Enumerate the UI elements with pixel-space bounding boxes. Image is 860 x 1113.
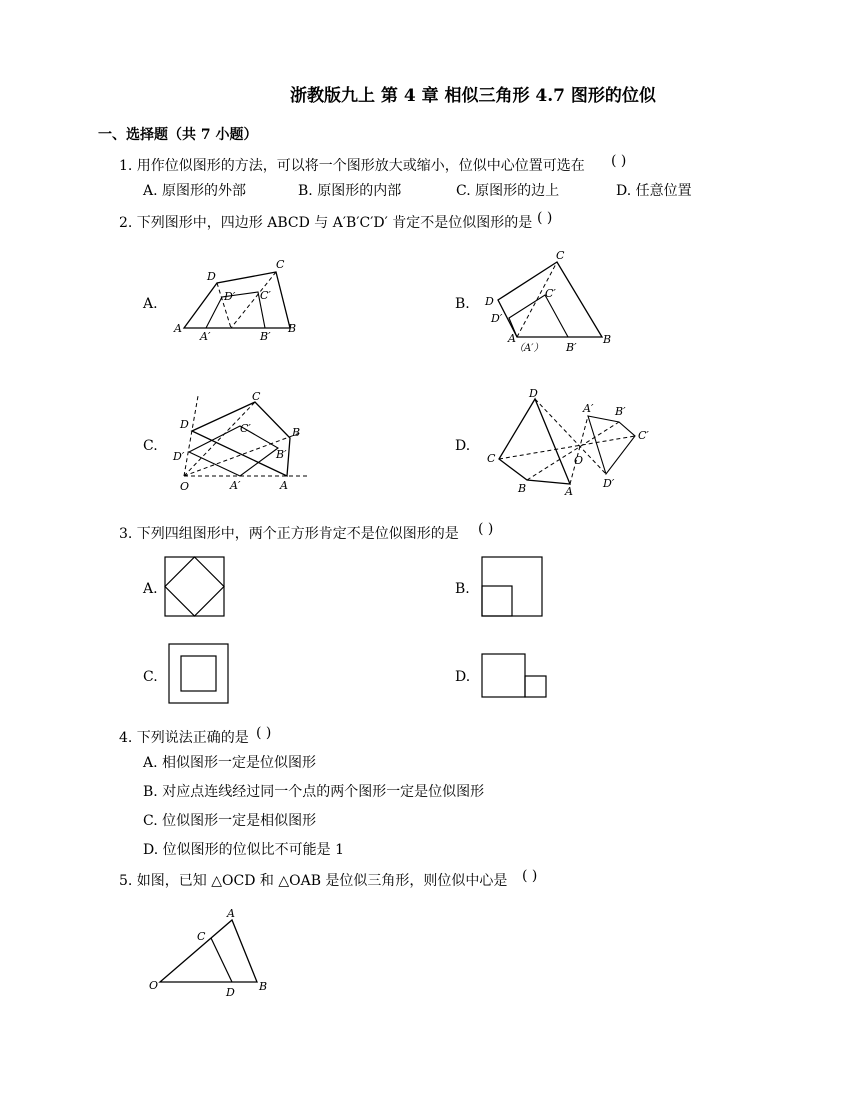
question-4-option-a[interactable]: A. 相似图形一定是位似图形 bbox=[143, 755, 317, 771]
q5-label-a: A bbox=[227, 907, 235, 920]
question-1-stem: 1. 用作位似图形的方法，可以将一个图形放大或缩小，位似中心位置可选在 bbox=[119, 158, 585, 174]
q2b-label-b: B bbox=[603, 333, 612, 346]
page-title: 浙教版九上 第 4 章 相似三角形 4.7 图形的位似 bbox=[290, 86, 656, 106]
q2d-label-d: D bbox=[529, 387, 538, 400]
question-2-stem: 2. 下列图形中，四边形 ABCD 与 A′B′C′D′ 肯定不是位似图形的是 bbox=[119, 215, 533, 231]
question-1-option-a[interactable]: A. 原图形的外部 bbox=[143, 183, 247, 199]
q2-figure-a bbox=[170, 255, 305, 345]
q2-figure-b bbox=[480, 245, 620, 355]
question-3-option-c[interactable]: C. bbox=[143, 669, 158, 685]
question-4-option-c[interactable]: C. 位似图形一定是相似图形 bbox=[143, 813, 317, 829]
q2b-label-a: A bbox=[508, 332, 516, 345]
question-3-answer-paren[interactable]: ( ) bbox=[478, 521, 494, 537]
question-4-option-d[interactable]: D. 位似图形的位似比不可能是 1 bbox=[143, 842, 344, 858]
question-4-answer-paren[interactable]: ( ) bbox=[256, 725, 272, 741]
q2a-label-d: D bbox=[207, 270, 216, 283]
q5-label-c: C bbox=[197, 930, 206, 943]
question-2-option-c[interactable]: C. bbox=[143, 438, 158, 454]
question-2-answer-paren[interactable]: ( ) bbox=[537, 210, 553, 226]
q2b-label-d: D bbox=[485, 295, 494, 308]
question-1-option-b[interactable]: B. 原图形的内部 bbox=[298, 183, 402, 199]
q2b-label-b-prime: B′ bbox=[566, 341, 577, 354]
q2d-label-d-prime: D′ bbox=[603, 477, 615, 490]
q2c-label-a-prime: A′ bbox=[230, 479, 241, 492]
question-5-stem: 5. 如图，已知 △OCD 和 △OAB 是位似三角形，则位似中心是 bbox=[119, 873, 508, 889]
q3-figure-a bbox=[164, 556, 226, 618]
q2c-label-d-prime: D′ bbox=[173, 450, 185, 463]
question-3-stem: 3. 下列四组图形中，两个正方形肯定不是位似图形的是 bbox=[119, 526, 459, 542]
question-4-stem: 4. 下列说法正确的是 bbox=[119, 730, 249, 746]
q2d-label-b-prime: B′ bbox=[615, 405, 626, 418]
q2c-label-o: O bbox=[180, 480, 190, 493]
q2-figure-c bbox=[170, 388, 315, 498]
q2a-label-c-prime: C′ bbox=[260, 289, 271, 302]
q2d-label-c-prime: C′ bbox=[638, 429, 649, 442]
q2b-label-d-prime: D′ bbox=[491, 312, 503, 325]
q2c-label-c: C bbox=[252, 390, 261, 403]
q5-label-o: O bbox=[149, 979, 159, 992]
question-1-option-c[interactable]: C. 原图形的边上 bbox=[456, 183, 560, 199]
q2d-label-a: A bbox=[565, 485, 573, 498]
q3-figure-b bbox=[481, 556, 544, 618]
q2d-label-o: O bbox=[574, 454, 584, 467]
q3-figure-d bbox=[481, 653, 549, 699]
q2-figure-d bbox=[485, 385, 665, 500]
q5-figure bbox=[145, 902, 275, 1000]
q5-label-b: B bbox=[259, 980, 268, 993]
q2b-label-c-prime: C′ bbox=[545, 287, 556, 300]
q2c-label-a: A bbox=[280, 479, 288, 492]
q2d-label-a-prime: A′ bbox=[583, 402, 594, 415]
question-1-answer-paren[interactable]: ( ) bbox=[611, 153, 627, 169]
question-4-option-b[interactable]: B. 对应点连线经过同一个点的两个图形一定是位似图形 bbox=[143, 784, 485, 800]
question-2-option-d[interactable]: D. bbox=[455, 438, 471, 454]
q2c-label-b-prime: B′ bbox=[276, 448, 287, 461]
question-2-option-a[interactable]: A. bbox=[143, 296, 158, 312]
q2a-label-b: B bbox=[288, 322, 297, 335]
q3-figure-c bbox=[168, 643, 230, 705]
q2a-label-b-prime: B′ bbox=[260, 330, 271, 343]
q2d-label-c: C bbox=[487, 452, 496, 465]
q2b-label-a-prime: （A′） bbox=[514, 343, 544, 354]
question-3-option-a[interactable]: A. bbox=[143, 581, 158, 597]
question-1-option-d[interactable]: D. 任意位置 bbox=[616, 183, 692, 199]
q2c-label-c-prime: C′ bbox=[240, 422, 251, 435]
q2d-label-b: B bbox=[518, 482, 527, 495]
question-3-option-b[interactable]: B. bbox=[455, 581, 470, 597]
question-2-option-b[interactable]: B. bbox=[455, 296, 470, 312]
q2b-label-c: C bbox=[556, 249, 565, 262]
q2c-label-b: B bbox=[292, 426, 301, 439]
section-heading: 一、选择题（共 7 小题） bbox=[98, 127, 258, 143]
q5-label-d: D bbox=[226, 986, 235, 999]
q2a-label-a: A bbox=[174, 322, 182, 335]
q2a-label-c: C bbox=[276, 258, 285, 271]
q2c-label-d: D bbox=[180, 418, 189, 431]
question-3-option-d[interactable]: D. bbox=[455, 669, 471, 685]
question-5-answer-paren[interactable]: ( ) bbox=[522, 868, 538, 884]
q2a-label-d-prime: D′ bbox=[224, 290, 236, 303]
q2a-label-a-prime: A′ bbox=[200, 330, 211, 343]
